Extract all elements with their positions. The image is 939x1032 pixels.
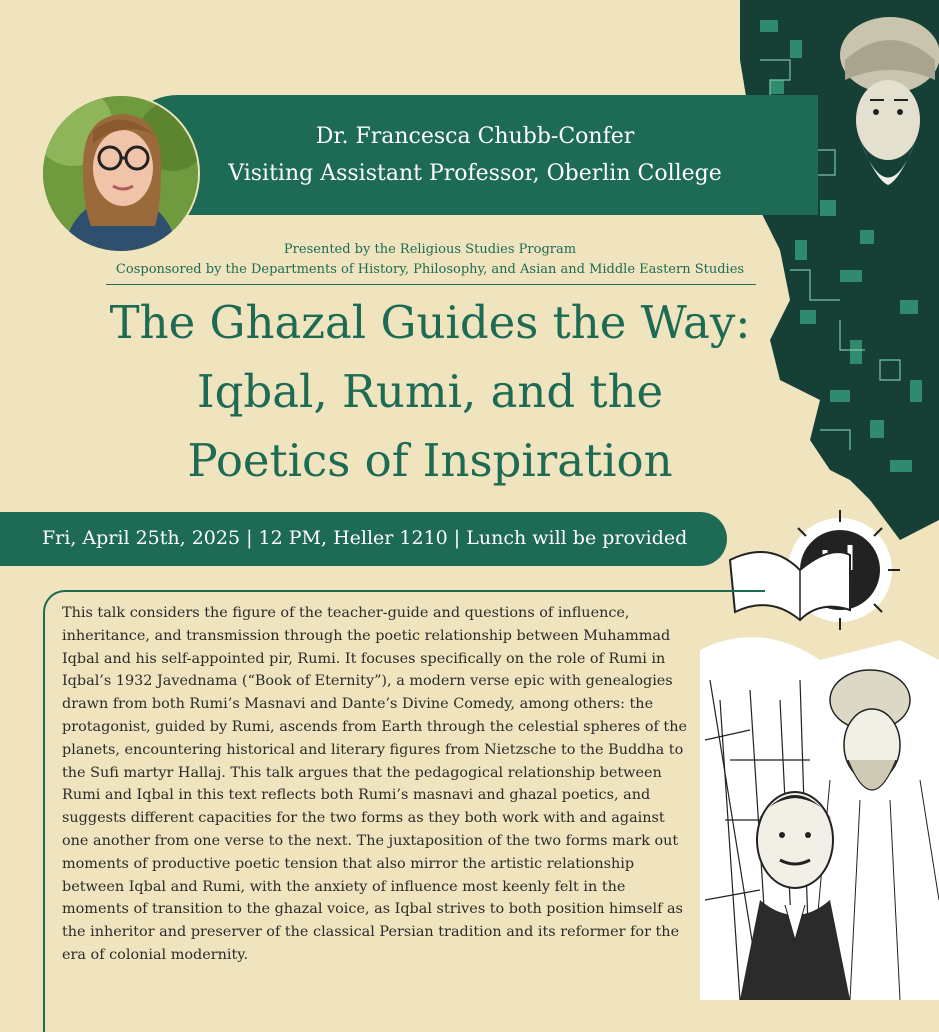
speaker-name: Dr. Francesca Chubb-Confer bbox=[315, 124, 635, 149]
title-line-3: Poetics of Inspiration bbox=[187, 434, 673, 487]
title-line-1: The Ghazal Guides the Way: bbox=[109, 296, 751, 349]
divider bbox=[106, 284, 756, 285]
speaker-position: Visiting Assistant Professor, Oberlin College bbox=[228, 161, 722, 186]
cosponsored-by: Cosponsored by the Departments of History, Philosophy, and Asian and Middle Eastern Studies bbox=[115, 262, 745, 277]
event-title bbox=[90, 288, 770, 495]
abstract-text: This talk considers the figure of the teacher-guide and questions of influence, inheritance, and transmission through the poetic relationship between Muhammad Iqbal and his self-appointed pir, Rumi. It focuses specifically on the role of Rumi in Iqbal’s 1932 Javednama (“Book of Eternity”), a modern verse epic with genealogies drawn from both Rumi’s Masnavi and Dante’s Divine Comedy, among others: the protagonist, guided by Rumi, ascends from Earth through the celestial spheres of the planets, encountering historical and literary figures from Nietzsche to the Buddha to the Sufi martyr Hallaj. This talk argues that the pedagogical relationship between Rumi and Iqbal in this text reflects both Rumi’s masnavi and ghazal poetics, and suggests different capacities for the two forms as they both work with and against one another from one verse to the next. The juxtaposition of the two forms mark out moments of productive poetic tension that also mirror the artistic relationship between Iqbal and Rumi, with the anxiety of influence most keenly felt in the moments of transition to the ghazal voice, as Iqbal strives to both position himself as the inheritor and preserver of the classical Persian tradition and its reformer for the era of colonial modernity. bbox=[62, 605, 688, 963]
speaker-portrait bbox=[41, 94, 200, 253]
event-details: Fri, April 25th, 2025 | 12 PM, Heller 1210 | Lunch will be provided bbox=[42, 527, 688, 549]
presented-by: Presented by the Religious Studies Program bbox=[283, 242, 577, 257]
speaker-info bbox=[190, 118, 760, 192]
sponsorship-text bbox=[100, 240, 760, 280]
title-line-2: Iqbal, Rumi, and the bbox=[196, 365, 664, 418]
